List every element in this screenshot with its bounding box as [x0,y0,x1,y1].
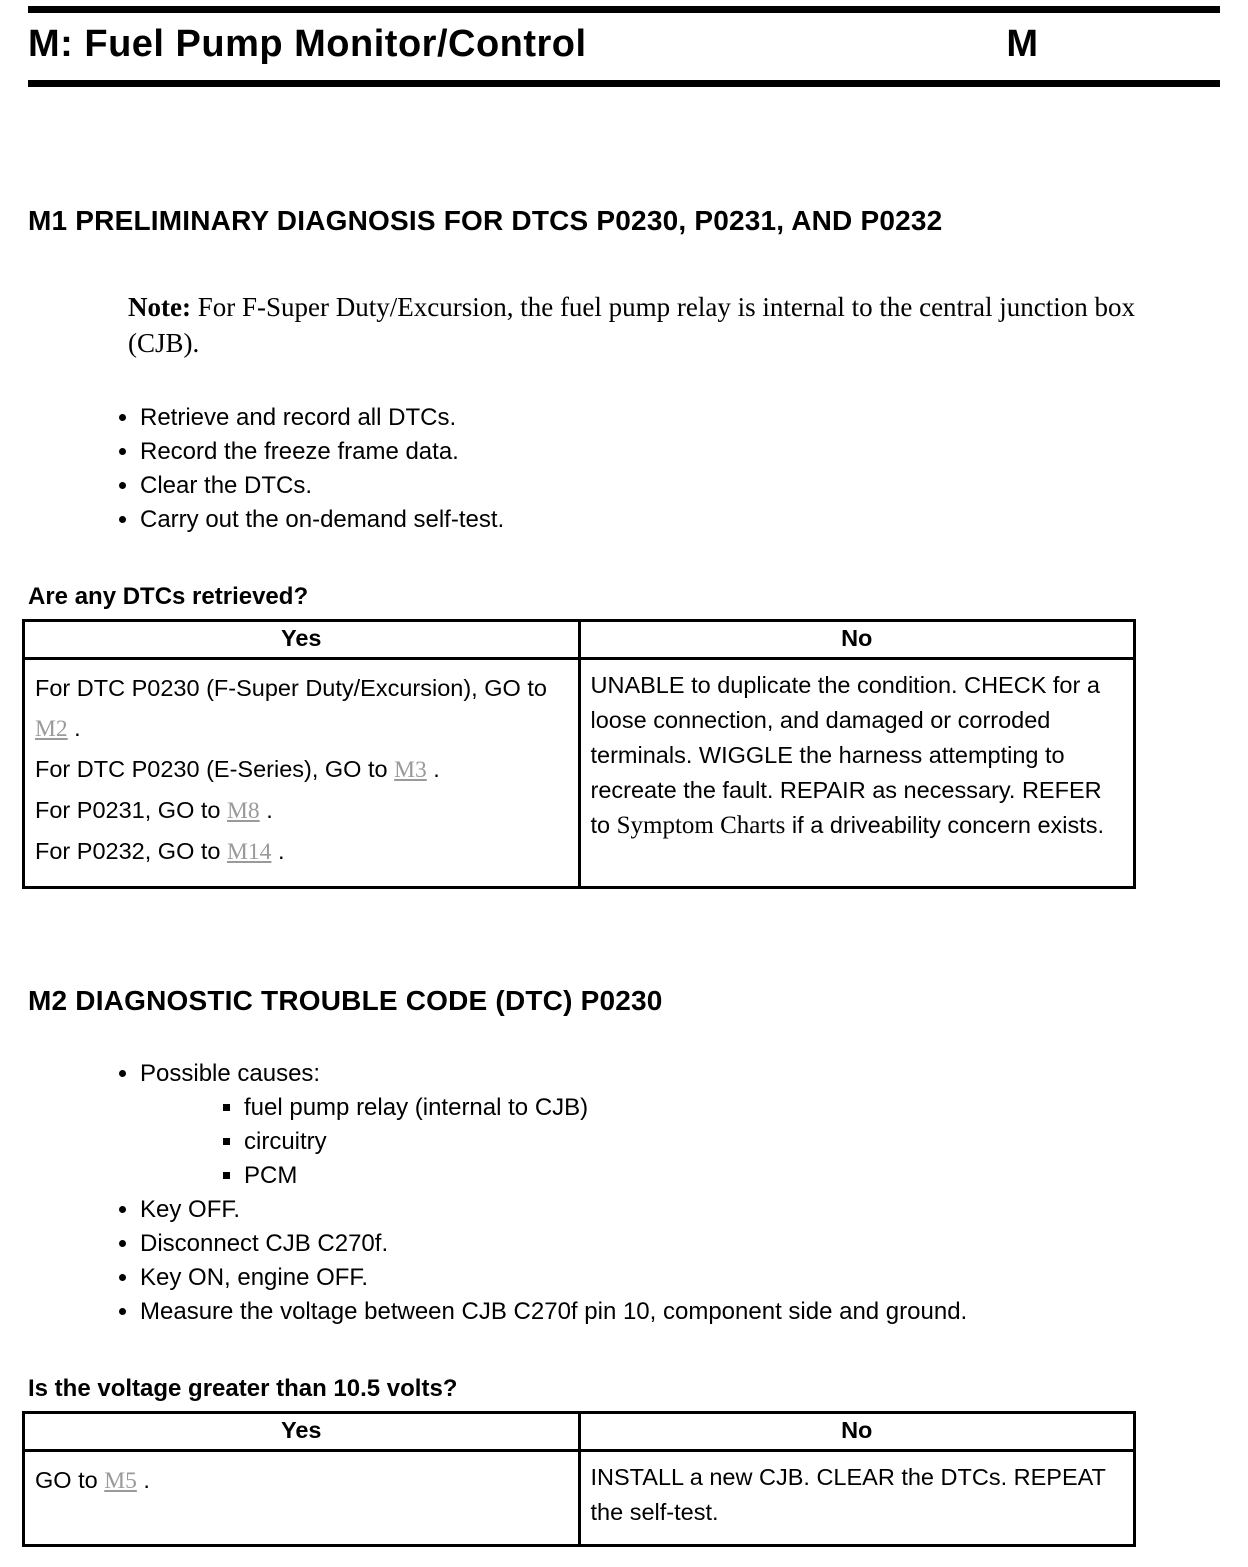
symptom-charts-reference: Symptom Charts [616,812,786,839]
no-cell: INSTALL a new CJB. CLEAR the DTCs. REPEAT the self-test. [579,1451,1135,1546]
page-header [28,13,1220,80]
bullet-item: • Key OFF. [140,1193,1220,1227]
no-column-header: No [579,1413,1135,1451]
no-cell-text: UNABLE to duplicate the condition. CHECK for a loose connection, and damaged or corroded terminals. WIGGLE the harness attempting to recreate the fault. REPAIR as necessary. REFER to [590,672,1102,838]
yes-line [35,831,568,872]
link-m2[interactable]: M2 [35,716,68,742]
bullet-item: • Disconnect CJB C270f. [140,1227,1220,1261]
link-m5[interactable]: M5 [104,1468,137,1494]
table-header-row [24,621,1135,659]
bullet-item: • Retrieve and record all DTCs. [140,401,1220,435]
link-m14[interactable]: M14 [227,839,272,865]
note-text: For F-Super Duty/Excursion, the fuel pump relay is internal to the central junction box (CJB). [128,292,1136,358]
bullet-item: • Carry out the on-demand self-test. [140,503,1220,537]
yes-line-text: For DTC P0230 (E-Series), GO to [35,756,395,782]
note-paragraph [128,289,1186,361]
section-m2-title: M2 DIAGNOSTIC TROUBLE CODE (DTC) P0230 [28,985,663,1016]
section-letter: M [1006,23,1038,65]
sub-bullet-item: ▪ circuitry [244,1125,1220,1159]
no-cell-text: if a driveability concern exists. [785,812,1105,838]
sub-bullet-item: ▪ PCM [244,1159,1220,1193]
yes-line-text: For P0231, GO to [35,797,228,823]
m2-question: Is the voltage greater than 10.5 volts? [28,1375,458,1402]
no-column-header: No [579,621,1135,659]
yes-column-header: Yes [24,1413,580,1451]
no-cell [579,659,1135,888]
sub-bullet-item: ▪ fuel pump relay (internal to CJB) [244,1091,1220,1125]
yes-line-text: For DTC P0230 (F-Super Duty/Excursion), GO to [35,675,547,701]
bullet-item: • Measure the voltage between CJB C270f pin 10, component side and ground. [140,1295,1220,1329]
yes-line [35,790,568,831]
table-header-row [24,1413,1135,1451]
note-label: Note: [128,292,191,322]
section-m1-title: M1 PRELIMINARY DIAGNOSIS FOR DTCS P0230, P0231, AND P0232 [28,205,943,236]
table-body-row [24,659,1135,888]
bullet-item: • Possible causes: [140,1057,1220,1091]
yes-cell [24,659,580,888]
yes-line-text: . [136,1467,150,1493]
bullet-item: • Key ON, engine OFF. [140,1261,1220,1295]
top-rule [28,6,1220,13]
section-m2 [28,985,1220,1547]
yes-line-text: . [426,756,440,782]
m2-bullet-list [28,1057,1220,1329]
link-m8[interactable]: M8 [227,798,260,824]
m2-sub-bullet-list [140,1091,1220,1193]
yes-column-header: Yes [24,621,580,659]
link-m3[interactable]: M3 [394,757,427,783]
page-title: M: Fuel Pump Monitor/Control [28,23,587,65]
bullet-item: • Record the freeze frame data. [140,435,1220,469]
m2-decision-table [22,1411,1136,1547]
yes-line [35,1460,568,1501]
table-body-row [24,1451,1135,1546]
m1-bullet-list [28,401,1220,537]
header-rule [28,80,1220,87]
m1-question: Are any DTCs retrieved? [28,583,309,610]
bullet-item: • Clear the DTCs. [140,469,1220,503]
yes-line-text: . [259,797,273,823]
yes-line [35,749,568,790]
section-m1 [28,205,1220,889]
yes-cell [24,1451,580,1546]
m1-decision-table [22,619,1136,889]
yes-line-text: . [67,715,81,741]
yes-line-text: For P0232, GO to [35,838,228,864]
yes-line-text: . [271,838,285,864]
yes-line-text: GO to [35,1467,105,1493]
yes-line [35,668,568,749]
